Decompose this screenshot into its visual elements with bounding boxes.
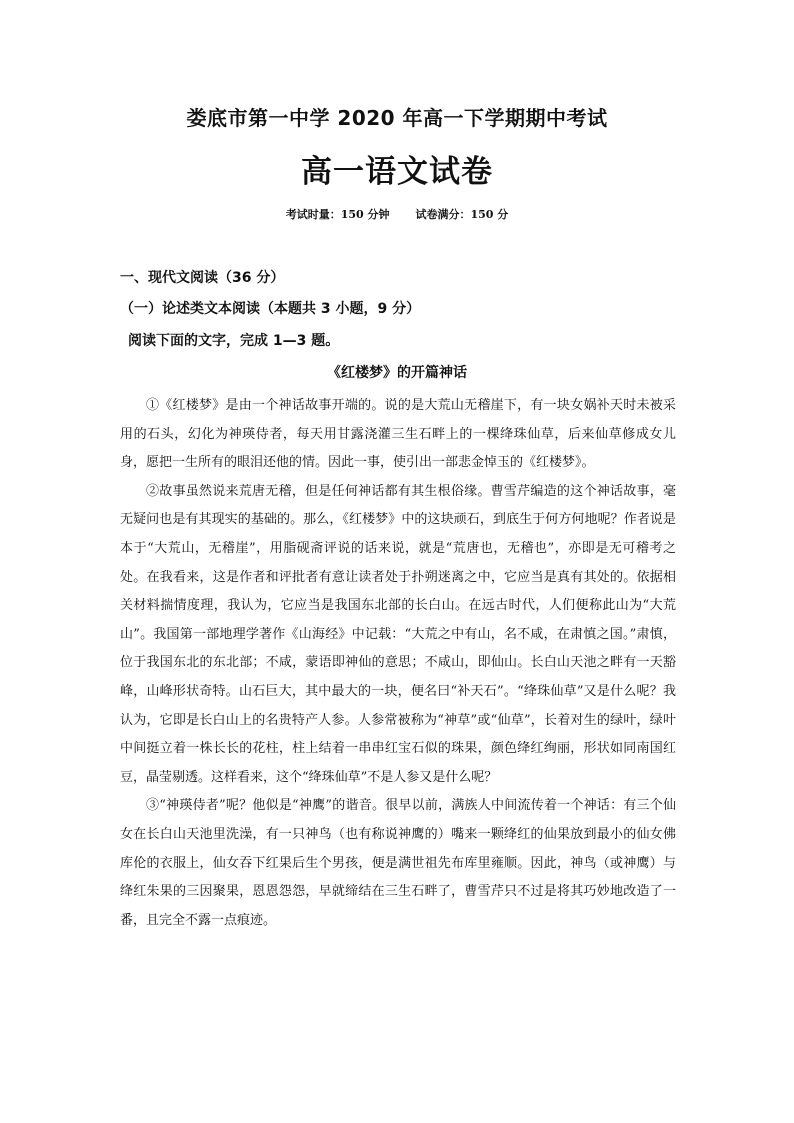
- school-exam-title: 娄底市第一中学 2020 年高一下学期期中考试: [186, 106, 608, 130]
- reading-instruction: 阅读下面的文字，完成 1—3 题。: [128, 333, 340, 349]
- exam-info: [0, 206, 794, 224]
- paragraph-2: ②故事虽然说来荒唐无稽，但是任何神话都有其生根俗缘。曹雪芹编造的这个神话故事，毫无疑问也是有其现实的基础的。那么，《红楼梦》中的这块顽石，到底生于何方何地呢？作者说是本于“大荒山，无稽崖”，用脂砚斋评说的话来说，就是“荒唐也，无稽也”，亦即是无可稽考之处。在我看来，这是作者和评批者有意让读者处于扑朔迷离之中，它应当是真有其处的。依据相关材料揣情度理，我认为，它应当是我国东北部的长白山。在远古时代，人们便称此山为“大荒山”。我国第一部地理学著作《山海经》中记载：“大荒之中有山，名不咸，在肃慎之国。”肃慎，位于我国东北的东北部；不咸，蒙语即神仙的意思；不咸山，即仙山。长白山天池之畔有一天豁峰，山峰形状奇特。山石巨大，其中最大的一块，便名曰“补天石”。“绛珠仙草”又是什么呢？我认为，它即是长白山上的名贵特产人参。人参常被称为“神草”或“仙草”，长着对生的绿叶，绿叶中间挺立着一株长长的花柱，柱上结着一串串红宝石似的珠果，颜色绛红绚丽，形状如同南国红豆，晶莹剔透。这样看来，这个“绛珠仙草”不是人参又是什么呢？: [120, 483, 676, 785]
- section-heading: 一、现代文阅读（36 分）: [120, 270, 285, 286]
- exam-time: 考试时量：150 分钟: [285, 208, 390, 221]
- paragraph-1: ①《红楼梦》是由一个神话故事开端的。说的是大荒山无稽崖下，有一块女娲补天时未被采用的石头，幻化为神瑛侍者，每天用甘露浇灌三生石畔上的一棵绛珠仙草，后来仙草修成女儿身，愿把一生所有的眼泪还他的情。因此一事，使引出一部悲金悼玉的《红楼梦》。: [120, 398, 676, 471]
- paragraph-3: ③“神瑛侍者”呢？他似是“神鹰”的谐音。很早以前，满族人中间流传着一个神话：有三个仙女在长白山天池里洗澡，有一只神鸟（也有称说神鹰的）嘴来一颗绛红的仙果放到最小的仙女佛库伦的衣服上，仙女吞下红果后生个男孩，便是满世祖先布库里雍顺。因此，神鸟（或神鹰）与绛红朱果的三因聚果，恩恩怨怨，早就缔结在三生石畔了，曹雪芹只不过是将其巧妙地改造了一番，且完全不露一点痕迹。: [120, 798, 676, 928]
- full-score: 试卷满分：150 分: [415, 208, 509, 221]
- paper-title: 高一语文试卷: [301, 154, 493, 190]
- article-title: 《红楼梦》的开篇神话: [327, 365, 467, 381]
- article-body: [120, 392, 676, 935]
- subsection-heading: （一）论述类文本阅读（本题共 3 小题，9 分）: [120, 301, 421, 317]
